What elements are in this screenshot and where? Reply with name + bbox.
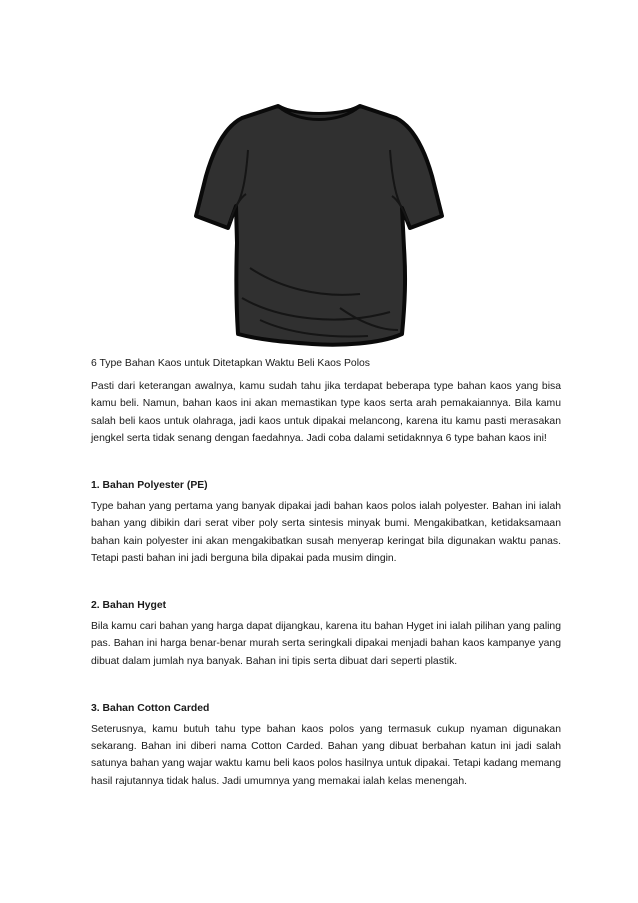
t-shirt-icon <box>190 98 448 348</box>
section-body-cotton-carded: Seterusnya, kamu butuh tahu type bahan kaos polos yang termasuk cukup nyaman digunakan sekarang. Bahan ini diberi nama Cotton Carded. Bahan yang dibuat berbahan katun ini jadi salah satunya bahan yang wajar waktu kamu beli kaos polos hasilnya untuk dipakai. Tetapi kadang memang hasil rajutannya tidak halus. Jadi umumnya yang memakai ialah kelas menengah. <box>91 724 561 787</box>
section-body-polyester: Type bahan yang pertama yang banyak dipakai jadi bahan kaos polos ialah polyester. Bahan ini ialah bahan yang dibikin dari serat viber poly serta sintesis minyak bumi. Mengakibatkan, ketidaksamaan bahan kain polyester ini akan mengakibatkan susah menyerap keringat bila digunakan waktu panas. Tetapi pasti bahan ini jadi berguna bila dipakai pada musim dingin. <box>91 501 561 564</box>
section-heading-hyget: 2. Bahan Hyget <box>91 600 167 612</box>
intro-paragraph: Pasti dari keterangan awalnya, kamu sudah tahu jika terdapat beberapa type bahan kaos yang bisa kamu beli. Namun, bahan kaos ini akan memastikan type kaos serta arah pemakaiannya. Bila kamu salah beli kaos untuk olahraga, jadi kaos untuk dipakai melancong, karena itu kamu pasti merasakan jengkel serta tidak senang dengan faedahnya. Jadi coba dalami setidaknnya 6 type bahan kaos ini! <box>91 381 561 444</box>
article-content <box>91 355 561 790</box>
t-shirt-body <box>196 106 442 345</box>
section-body-hyget: Bila kamu cari bahan yang harga dapat dijangkau, karena itu bahan Hyget ini ialah pilihan yang paling pas. Bahan ini harga benar-benar murah serta seringkali dipakai menjadi bahan kaos kampanye yang dibuat dalam jumlah nya banyak. Bahan ini tipis serta dibuat dari seperti plastik. <box>91 621 561 667</box>
document-title: 6 Type Bahan Kaos untuk Ditetapkan Waktu Beli Kaos Polos <box>91 358 370 369</box>
section-heading-cotton-carded: 3. Bahan Cotton Carded <box>91 702 210 714</box>
section-heading-polyester: 1. Bahan Polyester (PE) <box>91 480 208 492</box>
